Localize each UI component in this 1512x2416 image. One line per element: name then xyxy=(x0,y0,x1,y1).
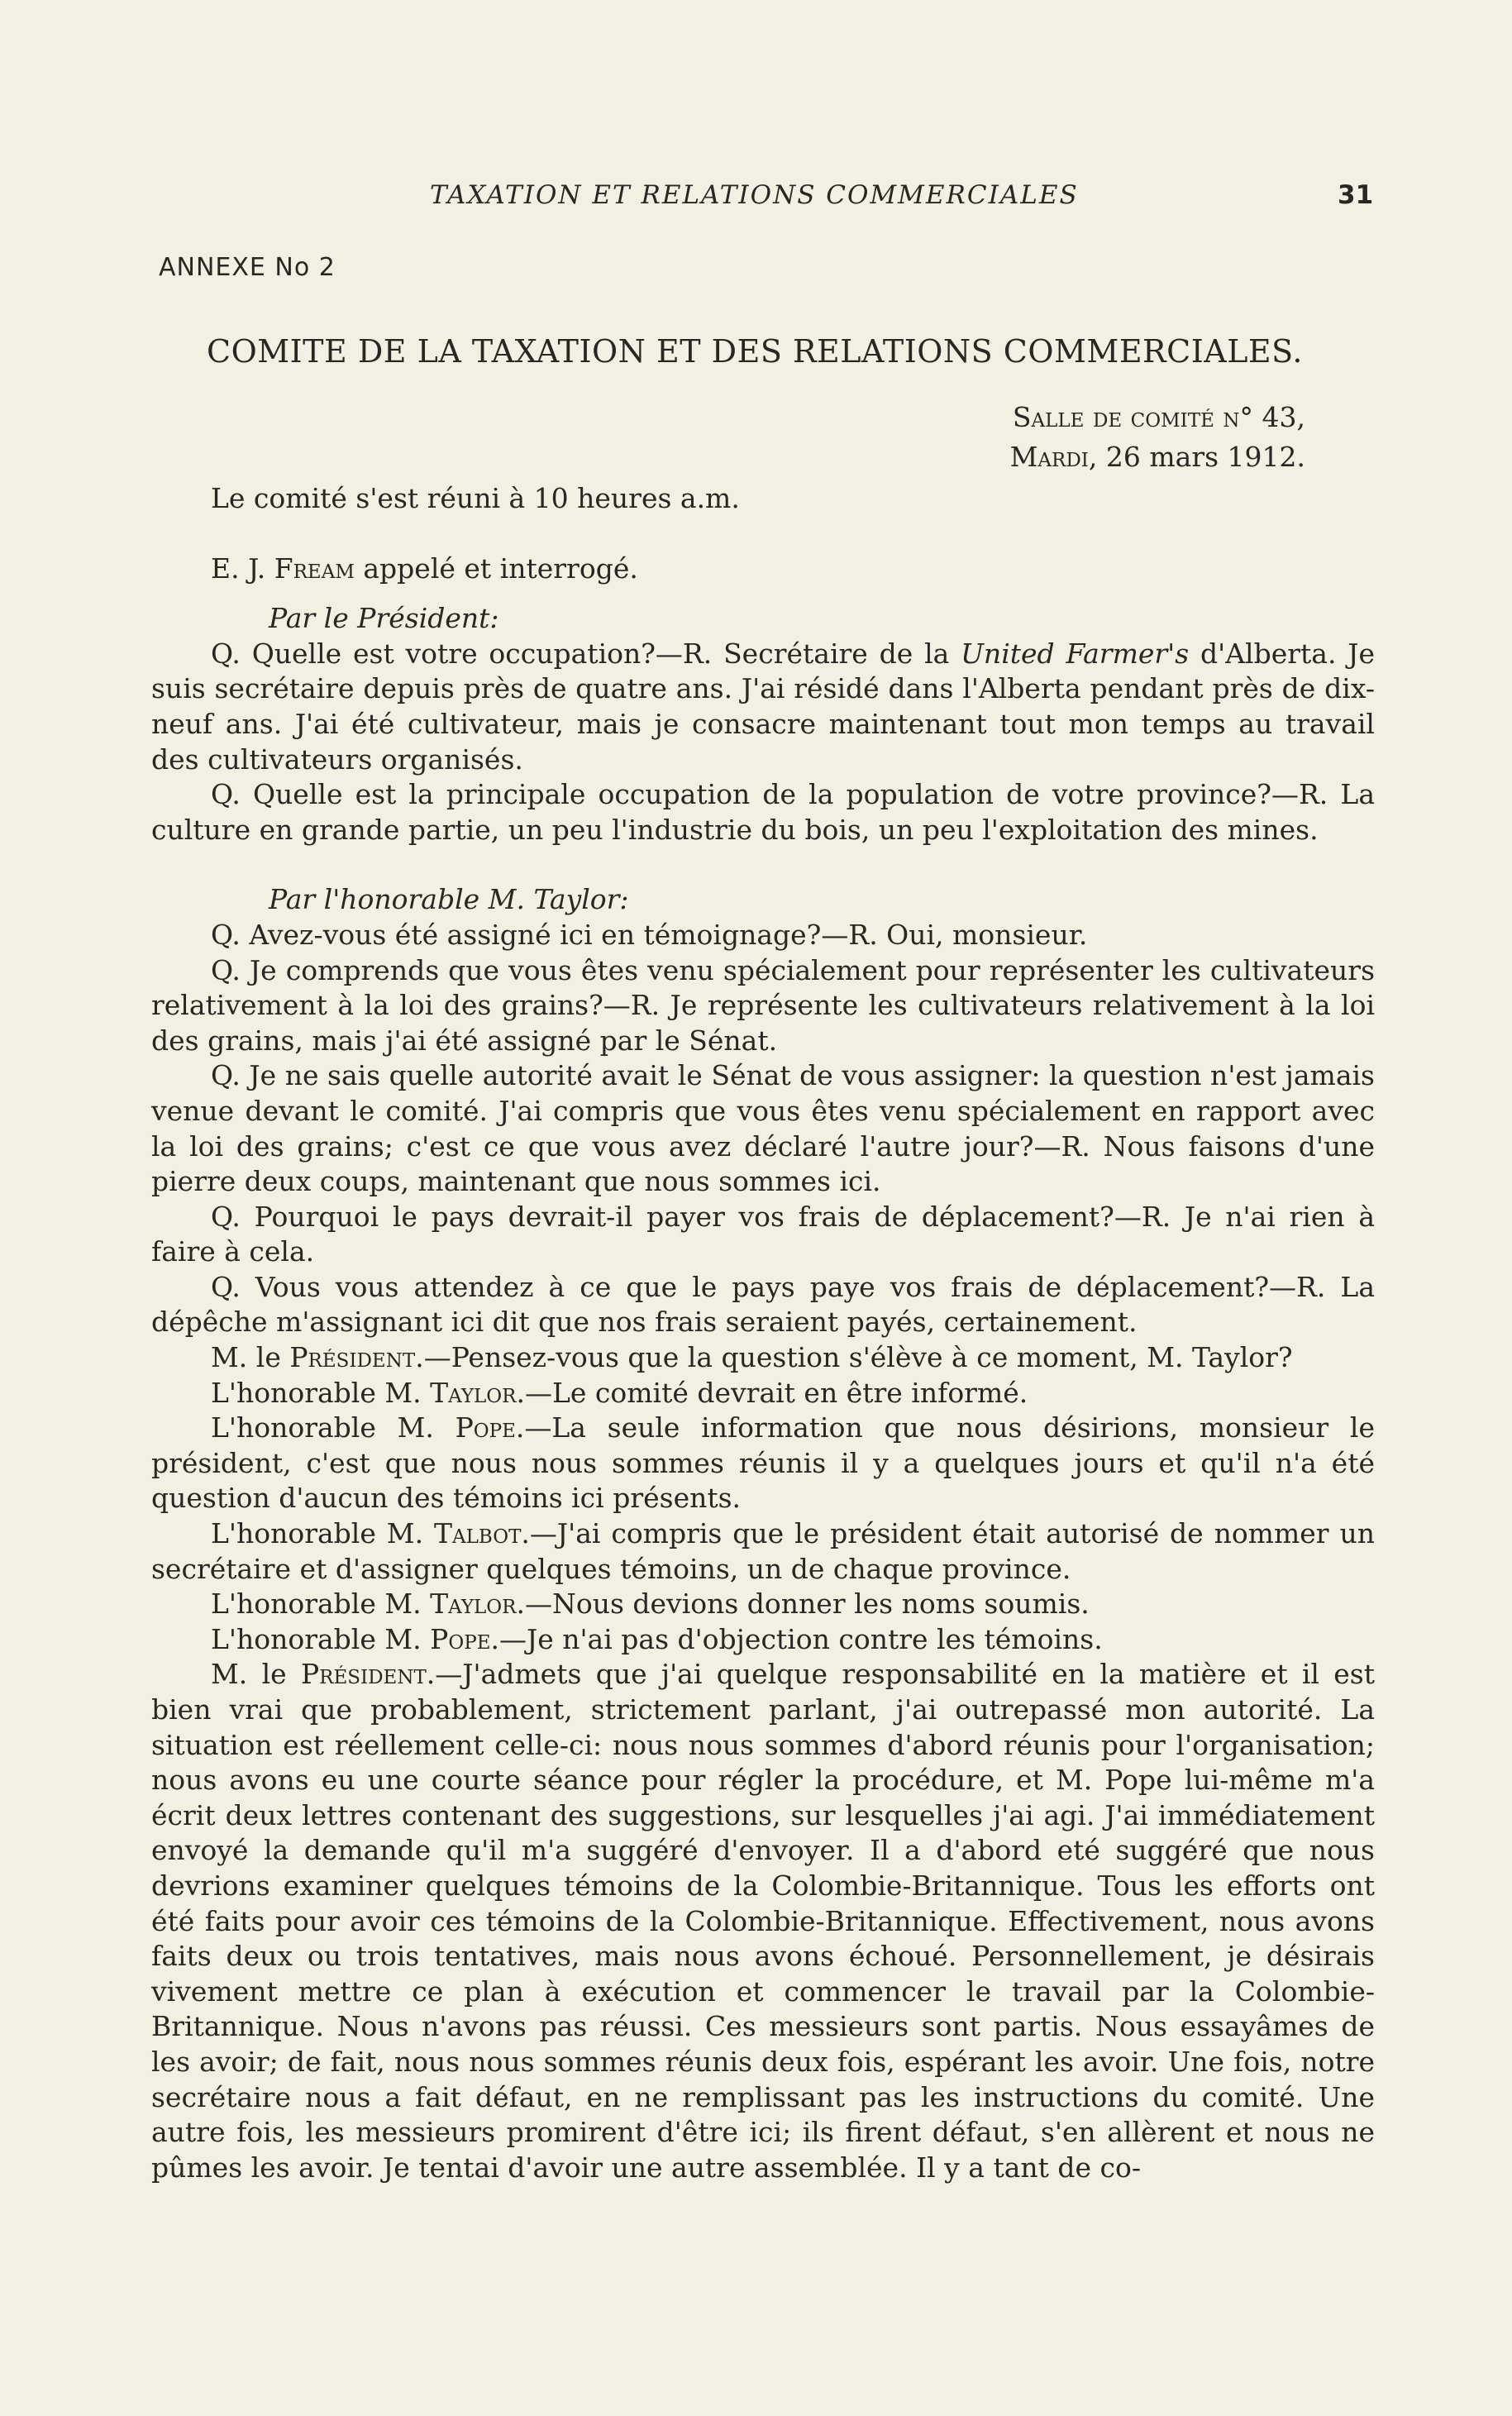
speaker-name: Pope xyxy=(455,1411,516,1444)
speaker-paragraph xyxy=(151,1657,1375,2185)
paragraph: Q. Je comprends que vous êtes venu spécialement pour représenter les cultivateurs relativement à la loi des grains?—R. Je représente les cultivateurs relativement à la loi des grains, mais j'ai été assigné par le Sénat. xyxy=(151,953,1375,1057)
paragraph: Q. Je ne sais quelle autorité avait le Sénat de vous assigner: la question n'est jamais venue devant le comité. J'ai compris que vous êtes venu spécialement en rapport avec la loi des grains; c'est ce que vous avez déclaré l'autre jour?—R. Nous faisons d'une pierre deux coups, maintenant que nous sommes ici. xyxy=(151,1059,1375,1198)
speaker-prefix: L'honorable M. xyxy=(211,1622,431,1655)
meeting-room xyxy=(1013,401,1305,433)
speaker-prefix: L'honorable M. xyxy=(211,1376,431,1409)
speaker-paragraph xyxy=(151,1516,1375,1587)
paragraph-text: Q. Quelle est votre occupation?—R. Secrétaire de la xyxy=(211,637,961,670)
paragraph-text: d'Alberta. Je suis secrétaire depuis près de quatre ans. J'ai résidé dans l'Alberta pendant près de dix-neuf ans. J'ai été cultivateur, mais je consacre maintenant tout mon temps au travail des cultivateurs organisés. xyxy=(151,637,1376,776)
speaker-name: Président xyxy=(300,1658,427,1691)
speech-text: .—Je n'ai pas d'objection contre les témoins. xyxy=(490,1622,1103,1655)
witness-name: Fream xyxy=(274,551,355,585)
room-label: Salle de comité n° xyxy=(1012,401,1254,433)
witness-initials: E. J. xyxy=(211,551,274,585)
section-heading-president: Par le Président: xyxy=(269,602,499,635)
speaker-name: Taylor xyxy=(430,1588,517,1621)
opening-statement: Le comité s'est réuni à 10 heures a.m. xyxy=(211,482,740,514)
speaker-name: Président xyxy=(289,1341,416,1374)
running-title: TAXATION ET RELATIONS COMMERCIALES xyxy=(430,180,1079,210)
speaker-prefix: M. le xyxy=(211,1341,290,1374)
speech-text: .—Nous devions donner les noms soumis. xyxy=(516,1588,1090,1621)
speaker-paragraph xyxy=(151,1376,1375,1411)
speech-text: .—La seule information que nous désirions, monsieur le président, c'est que nous nous sommes réunis il y a quelques jours et qu'il n'a été question d'aucun des témoins ici présents. xyxy=(151,1411,1375,1515)
weekday: Mardi xyxy=(1009,441,1089,473)
speaker-paragraph xyxy=(151,1622,1375,1658)
speaker-paragraph xyxy=(151,1411,1375,1516)
paragraph: Q. Quelle est la principale occupation de la population de votre province?—R. La culture en grande partie, un peu l'industrie du bois, un peu l'exploitation des mines. xyxy=(151,778,1375,846)
page-number: 31 xyxy=(1338,180,1374,210)
paragraph: Q. Pourquoi le pays devrait-il payer vos frais de déplacement?—R. Je n'ai rien à faire à cela. xyxy=(151,1200,1375,1268)
speaker-paragraph xyxy=(151,1587,1375,1622)
speaker-paragraph xyxy=(151,1340,1375,1376)
document-title: COMITE DE LA TAXATION ET DES RELATIONS COMMERCIALES. xyxy=(207,333,1303,370)
speaker-prefix: L'honorable M. xyxy=(211,1517,434,1550)
speech-text: .—J'ai compris que le président était autorisé de nommer un secrétaire et d'assigner quelques témoins, un de chaque province. xyxy=(151,1517,1375,1585)
document-body xyxy=(151,481,1375,2185)
speaker-name: Pope xyxy=(430,1622,491,1655)
speaker-name: Talbot xyxy=(433,1517,522,1550)
section-heading-taylor: Par l'honorable M. Taylor: xyxy=(269,883,629,916)
witness-line xyxy=(151,551,1375,587)
annex-label: ANNEXE No 2 xyxy=(159,253,336,282)
date-text: , 26 mars 1912. xyxy=(1088,441,1305,473)
speaker-prefix: L'honorable M. xyxy=(211,1411,456,1444)
paragraph xyxy=(151,637,1375,777)
room-number: 43, xyxy=(1253,401,1305,433)
witness-rest: appelé et interrogé. xyxy=(354,551,638,585)
paragraph: Q. Vous vous attendez à ce que le pays paye vos frais de déplacement?—R. La dépêche m'assignant ici dit que nos frais seraient payés, certainement. xyxy=(151,1270,1375,1339)
speech-text: .—Le comité devrait en être informé. xyxy=(516,1376,1028,1409)
speech-text: .—Pensez-vous que la question s'élève à ce moment, M. Taylor? xyxy=(415,1341,1293,1374)
meeting-date xyxy=(1010,441,1305,473)
speaker-name: Taylor xyxy=(430,1376,517,1409)
paragraph: Q. Avez-vous été assigné ici en témoignage?—R. Oui, monsieur. xyxy=(211,918,1088,951)
organization-name: United Farmer's xyxy=(961,637,1190,670)
speaker-prefix: L'honorable M. xyxy=(211,1588,431,1621)
speaker-prefix: M. le xyxy=(211,1658,301,1691)
speech-text: .—J'admets que j'ai quelque responsabilité en la matière et il est bien vrai que probablement, strictement parlant, j'ai outrepassé mon autorité. La situation est réellement celle-ci: nous nous sommes d'abord réunis pour l'organisation; nous avons eu une courte séance pour régler la procédure, et M. Pope lui-même m'a écrit deux lettres contenant des suggestions, sur lesquelles j'ai agi. J'ai immédiatement envoyé la demande qu'il m'a suggéré d'envoyer. Il a d'abord eté suggéré que nous devrions examiner quelques témoins de la Colombie-Britannique. Tous les efforts ont été faits pour avoir ces témoins de la Colombie-Britannique. Effectivement, nous avons faits deux ou trois tentatives, mais nous avons échoué. Personnellement, je désirais vivement mettre ce plan à exécution et commencer le travail par la Colombie-Britannique. Nous n'avons pas réussi. Ces messieurs sont partis. Nous essayâmes de les avoir; de fait, nous nous sommes réunis deux fois, espérant les avoir. Une fois, notre secrétaire nous a fait défaut, en ne remplissant pas les instructions du comité. Une autre fois, les messieurs promirent d'être ici; ils firent défaut, s'en allèrent et nous ne pûmes les avoir. Je tentai d'avoir une autre assemblée. Il y a tant de co- xyxy=(151,1658,1375,2184)
